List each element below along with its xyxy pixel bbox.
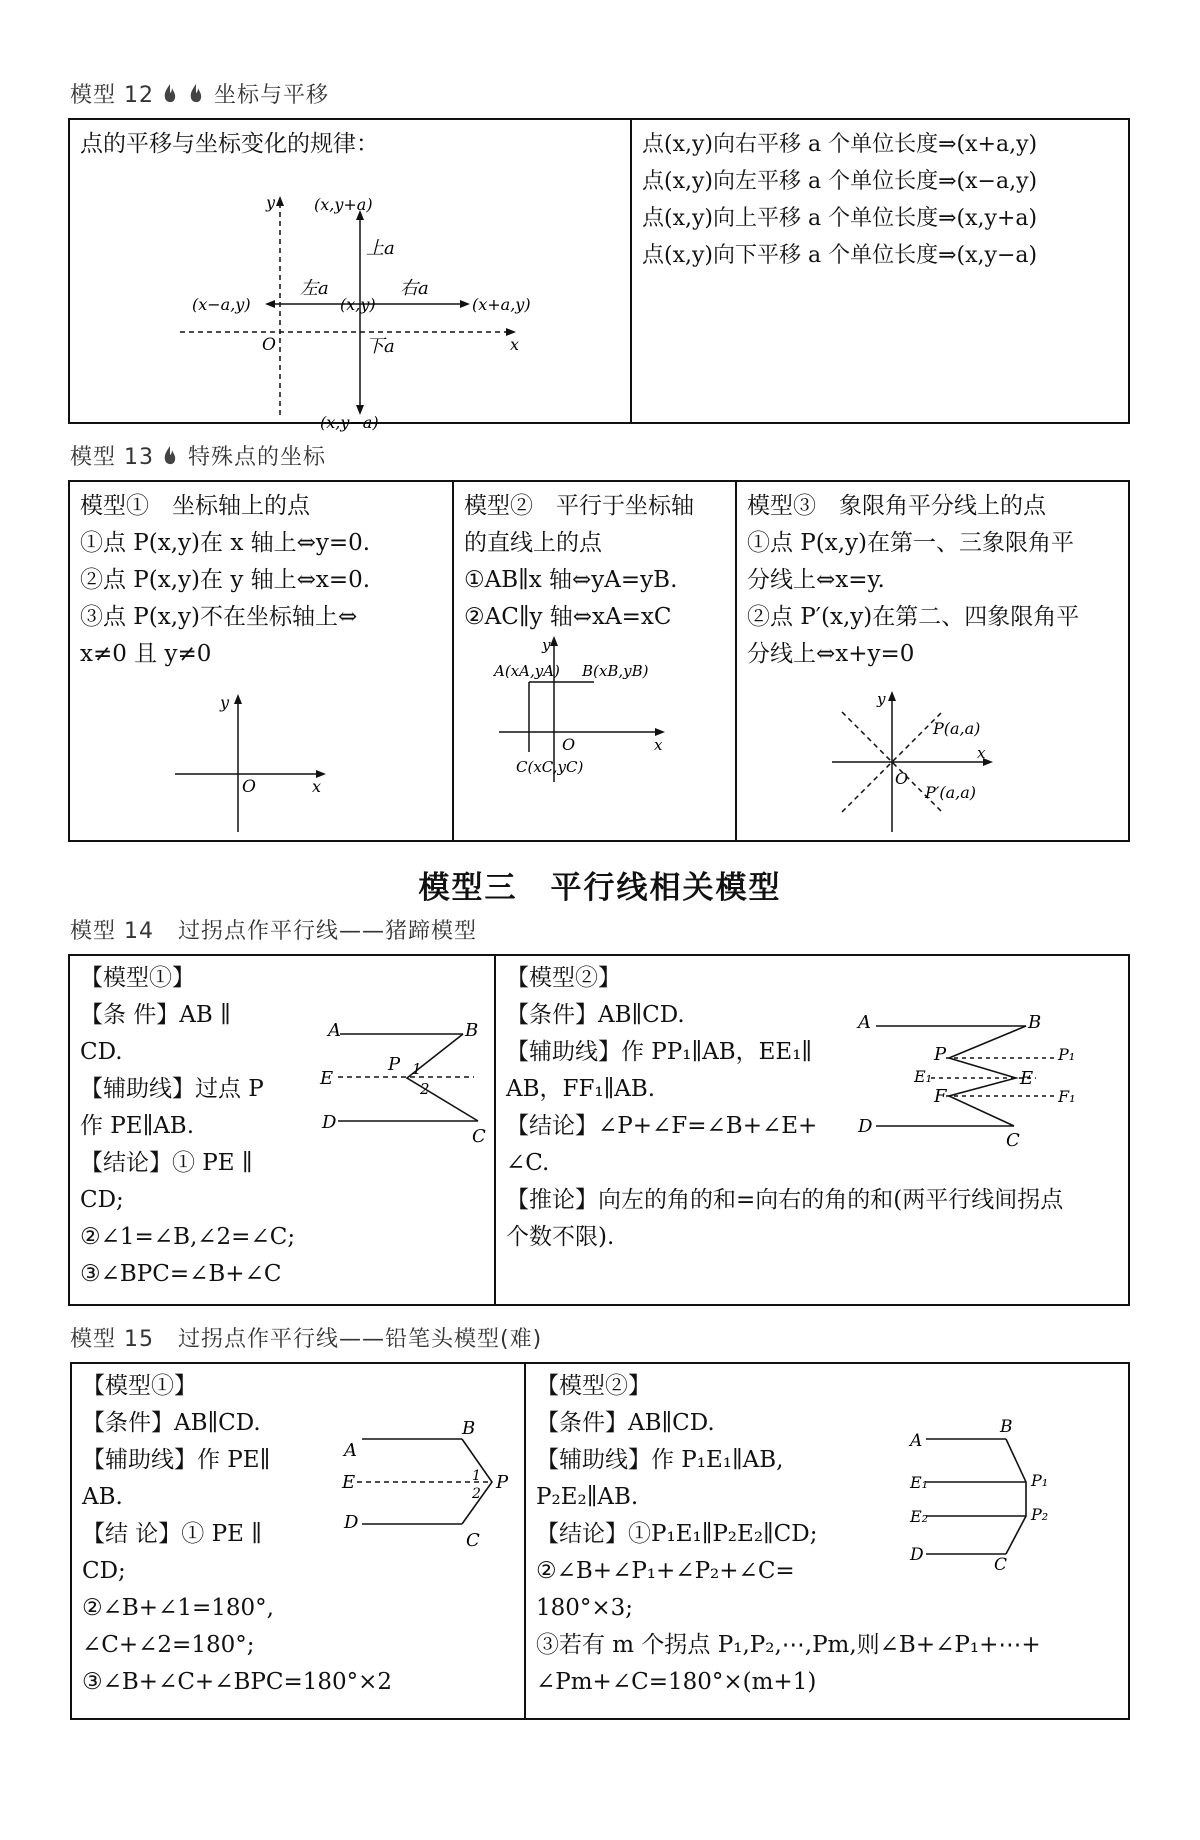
text-line: ②点 P′(x,y)在第二、四象限角平 [747, 604, 1080, 630]
model12-box [68, 118, 1130, 432]
text-line: 【模型①】 [82, 1373, 197, 1399]
model12-label: 模型 12 [70, 83, 154, 108]
left-label: 左a [300, 278, 329, 299]
text-line: 分线上⇔x=y. [747, 567, 885, 593]
right-label: 右a [400, 278, 429, 299]
label-f: F [934, 1086, 947, 1107]
label-p: P [388, 1054, 401, 1075]
text-line: 模型② 平行于坐标轴 [464, 493, 694, 519]
text-line: 【条件】AB∥CD. [506, 1002, 685, 1028]
label-c: C [994, 1555, 1008, 1575]
point-p-label: P(a,a) [933, 719, 981, 738]
left-point-label: (x−a,y) [192, 295, 251, 314]
point-a-label: A(xA,yA) [494, 662, 560, 680]
text-line: 【模型②】 [536, 1373, 651, 1399]
label-b: B [1028, 1012, 1042, 1033]
down-label: 下a [366, 336, 395, 357]
text-line: 模型③ 象限角平分线上的点 [747, 493, 1046, 519]
label-p2: P₂ [1031, 1505, 1049, 1524]
model12-left-title: 点的平移与坐标变化的规律： [80, 131, 379, 157]
text-line: 【结论】①P₁E₁∥P₂E₂∥CD; [536, 1521, 818, 1547]
text-line: 模型① 坐标轴上的点 [80, 493, 310, 519]
section-heading: 模型三 平行线相关模型 [418, 870, 782, 906]
up-label: 上a [366, 238, 395, 259]
text-line: 【模型②】 [506, 965, 621, 991]
model13-subtitle: 特殊点的坐标 [188, 445, 327, 470]
axis-y-label: y [220, 693, 230, 712]
label-b: B [1000, 1417, 1013, 1437]
text-line: ②点 P(x,y)在 y 轴上⇔x=0. [80, 567, 371, 593]
label-p1: P₁ [1031, 1471, 1049, 1490]
model13-box [68, 480, 1130, 842]
text-line: ∠Pm+∠C=180°×(m+1) [536, 1669, 817, 1695]
axis-y-label: y [266, 193, 276, 212]
label-d: D [344, 1512, 359, 1533]
pig-hoof-diagram-2 [496, 956, 1132, 1308]
text-line: 【辅助线】作 P₁E₁∥AB, [536, 1447, 784, 1473]
text-line: ①点 P(x,y)在 x 轴上⇔y=0. [80, 530, 371, 556]
text-line: 分线上⇔x+y=0 [747, 641, 915, 667]
model12-rule: 点(x,y)向左平移 a 个单位长度⇒(x−a,y) [642, 169, 1038, 194]
label-angle-1: 1 [472, 1468, 481, 1484]
right-point-label: (x+a,y) [472, 295, 531, 314]
label-c: C [1006, 1130, 1020, 1151]
flame-icon [188, 83, 204, 105]
axes-diagram-1 [70, 482, 452, 844]
text-line: AB. [82, 1484, 123, 1510]
origin-label: O [895, 769, 909, 788]
point-c-label: C(xC,yC) [516, 758, 584, 776]
label-e1: E₁ [914, 1067, 933, 1086]
label-f1: F₁ [1058, 1087, 1076, 1106]
text-line: 【条件】AB∥CD. [536, 1410, 715, 1436]
label-a: A [328, 1020, 341, 1041]
model14-subtitle: 过拐点作平行线——猪蹄模型 [177, 919, 477, 944]
text-line: 【条件】AB∥CD. [82, 1410, 261, 1436]
label-b: B [465, 1020, 479, 1041]
axis-x-label: x [510, 335, 520, 354]
label-a: A [858, 1012, 871, 1033]
label-e: E [320, 1068, 334, 1089]
label-p: P [934, 1044, 947, 1065]
point-p2-label: P′(a,a) [925, 783, 977, 802]
flame-icon [162, 83, 178, 105]
axis-x-label: x [977, 744, 986, 762]
text-line: 180°×3; [536, 1595, 634, 1621]
label-p1: P₁ [1058, 1045, 1076, 1064]
text-line: ②∠B+∠P₁+∠P₂+∠C= [536, 1558, 795, 1584]
text-line: ①点 P(x,y)在第一、三象限角平 [747, 530, 1075, 556]
origin-label: O [262, 335, 276, 355]
model14-label: 模型 14 [70, 919, 154, 944]
axes-diagram-3 [737, 482, 1132, 844]
text-line: 【推论】向左的角的和=向右的角的和(两平行线间拐点 [506, 1187, 1064, 1213]
text-line: 【辅助线】作 PE∥ [82, 1447, 271, 1473]
text-line: 【模型①】 [80, 965, 195, 991]
model12-title [70, 78, 329, 109]
model14-title [70, 914, 477, 945]
text-line: 【结论】∠P+∠F=∠B+∠E+ [506, 1113, 818, 1139]
label-c: C [466, 1530, 480, 1551]
model12-subtitle: 坐标与平移 [214, 83, 330, 108]
label-a: A [344, 1440, 357, 1461]
label-angle-1: 1 [412, 1060, 422, 1078]
text-line: ③点 P(x,y)不在坐标轴上⇔ [80, 604, 358, 630]
label-e1: E₁ [910, 1473, 929, 1492]
label-angle-2: 2 [420, 1080, 430, 1098]
origin-label: O [242, 777, 256, 797]
text-line: 个数不限). [506, 1224, 615, 1250]
label-a: A [910, 1431, 923, 1451]
text-line: x≠0 且 y≠0 [80, 641, 212, 667]
model12-rule: 点(x,y)向上平移 a 个单位长度⇒(x,y+a) [642, 206, 1038, 231]
text-line: CD; [80, 1187, 124, 1213]
model15-box [70, 1362, 1130, 1720]
text-line: P₂E₂∥AB. [536, 1484, 639, 1510]
label-e: E [1020, 1068, 1034, 1089]
axis-x-label: x [312, 777, 322, 796]
center-point-label: (x,y) [340, 295, 376, 314]
text-line: AB，FF₁∥AB. [506, 1076, 656, 1102]
label-e: E [342, 1472, 356, 1493]
label-d: D [858, 1116, 873, 1137]
text-line: ③若有 m 个拐点 P₁,P₂,⋯,Pm,则∠B+∠P₁+⋯+ [536, 1632, 1041, 1658]
text-line: 【辅助线】过点 P [80, 1076, 264, 1102]
model14-box [68, 954, 1130, 1306]
text-line: CD. [80, 1039, 123, 1065]
label-b: B [462, 1418, 476, 1439]
pencil-head-diagram-2 [526, 1364, 1132, 1722]
label-d: D [322, 1112, 337, 1133]
point-b-label: B(xB,yB) [582, 662, 649, 680]
model12-right [632, 120, 1130, 422]
model12-rule: 点(x,y)向下平移 a 个单位长度⇒(x,y−a) [642, 243, 1038, 268]
text-line: ②AC∥y 轴⇔xA=xC [464, 604, 672, 630]
origin-label: O [562, 735, 576, 754]
flame-icon [162, 445, 178, 467]
axis-x-label: x [654, 736, 663, 754]
text-line: CD; [82, 1558, 126, 1584]
label-d: D [910, 1545, 924, 1565]
text-line: 【条 件】AB ∥ [80, 1002, 231, 1028]
text-line: ∠C+∠2=180°; [82, 1632, 255, 1658]
text-line: ③∠BPC=∠B+∠C [80, 1261, 282, 1287]
text-line: 作 PE∥AB. [80, 1113, 195, 1139]
model13-label: 模型 13 [70, 445, 154, 470]
text-line: ③∠B+∠C+∠BPC=180°×2 [82, 1669, 393, 1695]
pencil-head-diagram-1 [72, 1364, 524, 1722]
text-line: 【结 论】① PE ∥ [82, 1521, 262, 1547]
down-point-label: (x,y−a) [320, 413, 379, 432]
pig-hoof-diagram-1 [70, 956, 494, 1308]
text-line: 【辅助线】作 PP₁∥AB，EE₁∥ [506, 1039, 813, 1065]
text-line: 的直线上的点 [464, 530, 602, 556]
label-c: C [472, 1126, 486, 1147]
text-line: ①AB∥x 轴⇔yA=yB. [464, 567, 678, 593]
axis-y-label: y [542, 636, 551, 654]
text-line: ②∠1=∠B,∠2=∠C; [80, 1224, 296, 1250]
model15-title [70, 1322, 542, 1353]
model15-label: 模型 15 [70, 1327, 154, 1352]
text-line: ②∠B+∠1=180°, [82, 1595, 274, 1621]
axis-y-label: y [877, 690, 886, 708]
label-e2: E₂ [910, 1507, 929, 1526]
label-p: P [496, 1472, 509, 1493]
label-angle-2: 2 [472, 1486, 481, 1502]
text-line: 【结论】① PE ∥ [80, 1150, 253, 1176]
up-point-label: (x,y+a) [314, 195, 373, 214]
model12-rule: 点(x,y)向右平移 a 个单位长度⇒(x+a,y) [642, 132, 1038, 157]
model13-title [70, 440, 326, 471]
axes-diagram-2 [454, 482, 735, 844]
model15-subtitle: 过拐点作平行线——铅笔头模型(难) [177, 1327, 543, 1352]
text-line: ∠C. [506, 1150, 550, 1176]
translation-diagram [70, 120, 630, 432]
